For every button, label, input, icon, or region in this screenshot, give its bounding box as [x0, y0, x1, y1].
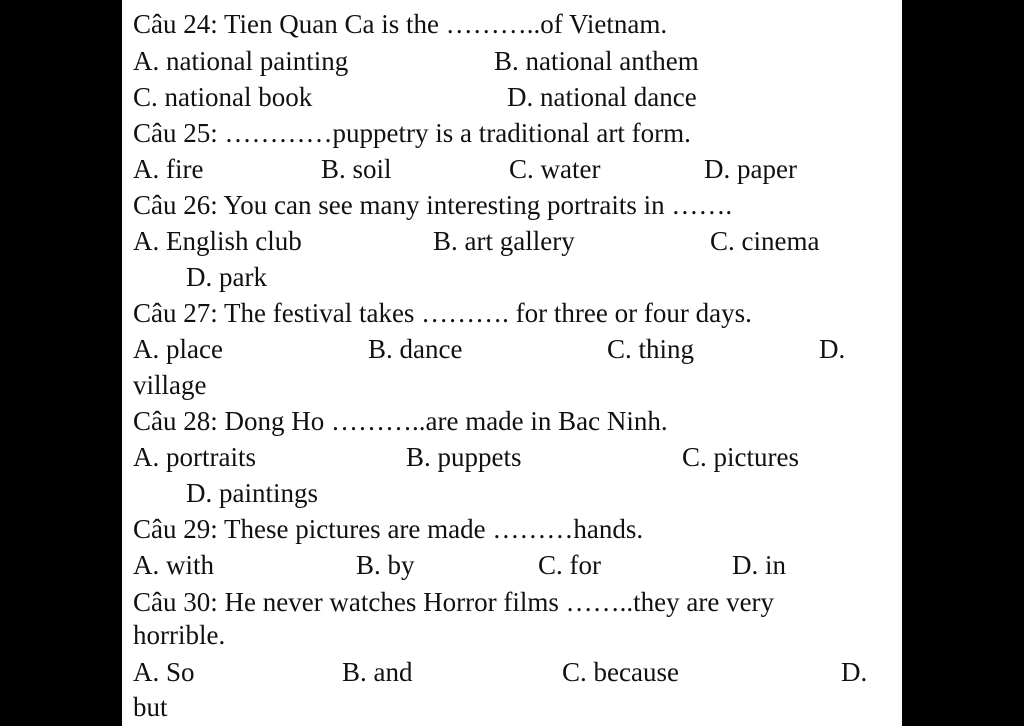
question-24-option-a: A. national painting — [133, 46, 349, 76]
question-29-option-c: C. for — [538, 550, 601, 580]
question-24-option-d: D. national dance — [507, 82, 697, 112]
question-25-option-c: C. water — [509, 154, 601, 184]
worksheet-page — [122, 0, 902, 726]
question-27-option-c: C. thing — [607, 334, 695, 364]
question-24-option-b: B. national anthem — [494, 46, 699, 76]
question-26-option-a: A. English club — [133, 226, 302, 256]
question-25-option-d: D. paper — [704, 154, 797, 184]
question-29-stem: Câu 29: These pictures are made ………hands. — [133, 514, 644, 544]
question-30-option-b: B. and — [342, 657, 413, 687]
question-26-stem: Câu 26: You can see many interesting portraits in ……. — [133, 190, 733, 220]
question-29-option-d: D. in — [732, 550, 786, 580]
question-27-stem: Câu 27: The festival takes ………. for three or four days. — [133, 298, 752, 328]
question-25-option-b: B. soil — [321, 154, 392, 184]
question-26-option-c: C. cinema — [710, 226, 820, 256]
question-27-option-b: B. dance — [368, 334, 463, 364]
question-27-option-a: A. place — [133, 334, 223, 364]
question-28-option-c: C. pictures — [682, 442, 799, 472]
question-27-option-d-text: village — [133, 370, 207, 400]
question-26-option-b: B. art gallery — [433, 226, 575, 256]
question-25-option-a: A. fire — [133, 154, 204, 184]
question-30-stem: Câu 30: He never watches Horror films ……..they are very — [133, 587, 775, 617]
question-28-option-a: A. portraits — [133, 442, 256, 472]
question-30-option-d: D. — [841, 657, 868, 687]
question-27-option-d: D. — [819, 334, 846, 364]
question-28-option-d: D. paintings — [186, 478, 318, 508]
question-25-stem: Câu 25: …………puppetry is a traditional art form. — [133, 118, 691, 148]
question-28-stem: Câu 28: Dong Ho ………..are made in Bac Ninh. — [133, 406, 668, 436]
question-26-option-d: D. park — [186, 262, 267, 292]
question-29-option-a: A. with — [133, 550, 214, 580]
question-30-option-c: C. because — [562, 657, 679, 687]
question-29-option-b: B. by — [356, 550, 415, 580]
question-30-stem-continued: horrible. — [133, 620, 226, 650]
question-30-option-a: A. So — [133, 657, 195, 687]
question-28-option-b: B. puppets — [406, 442, 522, 472]
question-24-stem: Câu 24: Tien Quan Ca is the ………..of Vietnam. — [133, 9, 668, 39]
question-30-option-d-text: but — [133, 692, 168, 722]
question-24-option-c: C. national book — [133, 82, 313, 112]
